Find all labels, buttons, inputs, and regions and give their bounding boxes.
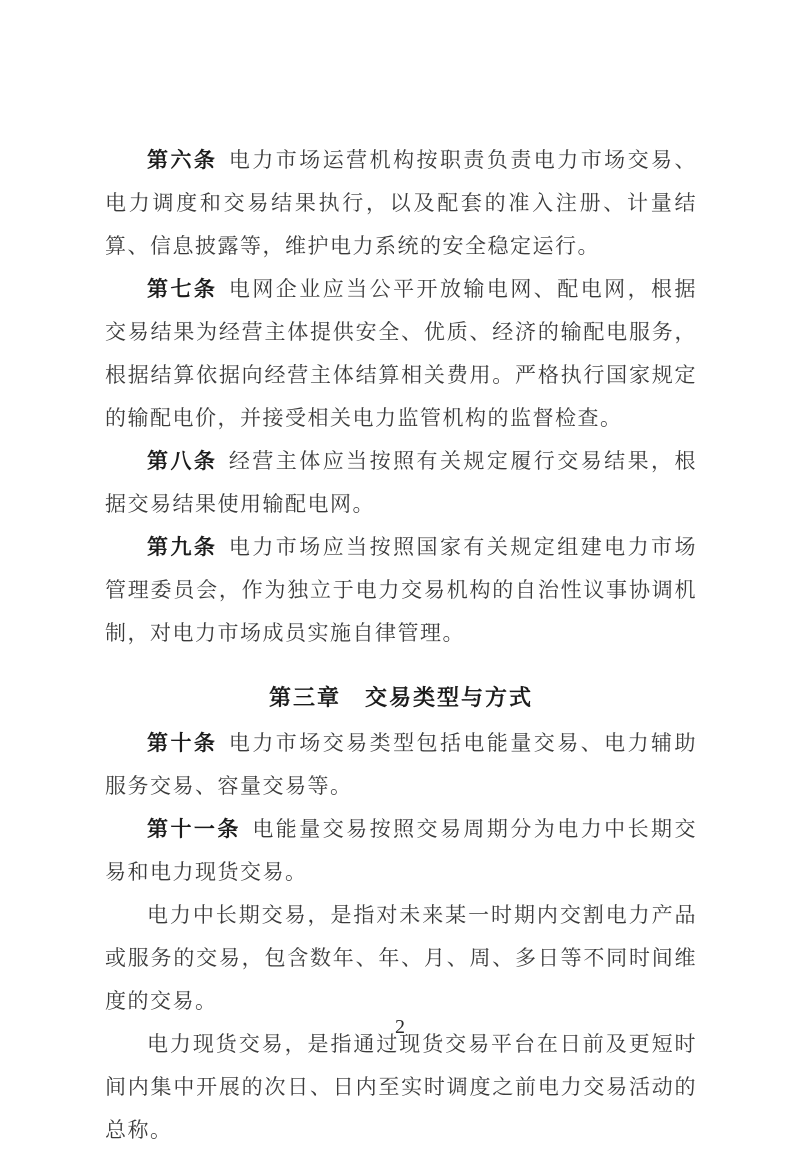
paragraph-text: 电力市场交易类型包括电能量交易、电力辅助服务交易、容量交易等。 [105,731,698,798]
article-label: 第十条 [147,732,218,755]
paragraph-text: 电力现货交易，是指通过现货交易平台在日前及更短时间内集中开展的次日、日内至实时调度之前电力交易活动的总称。 [105,1032,697,1142]
page-number: 2 [395,1016,405,1038]
article-label: 第六条 [147,149,218,172]
paragraph-text: 电能量交易按照交易周期分为电力中长期交易和电力现货交易。 [105,817,698,884]
document-body [105,139,697,1152]
article-paragraph [105,808,697,894]
body-paragraph [105,894,697,1023]
article-paragraph [105,268,697,440]
paragraph-text: 电网企业应当公平开放输电网、配电网，根据交易结果为经营主体提供安全、优质、经济的输配电服务，根据结算依据向经营主体结算相关费用。严格执行国家规定的输配电价，并接受相关电力监管机构的监督检查。 [105,277,698,430]
article-paragraph [105,526,697,655]
chapter-heading: 第三章 交易类型与方式 [268,685,533,710]
article-paragraph [105,139,697,268]
article-label: 第九条 [147,536,218,559]
article-paragraph [105,440,697,526]
article-paragraph [105,722,697,808]
article-label: 第十一条 [147,818,241,841]
body-paragraph [105,1023,697,1152]
article-label: 第八条 [147,450,218,473]
paragraph-text: 电力中长期交易，是指对未来某一时期内交割电力产品或服务的交易，包含数年、年、月、周、多日等不同时间维度的交易。 [105,903,697,1013]
paragraph-text: 经营主体应当按照有关规定履行交易结果，根据交易结果使用输配电网。 [105,449,698,516]
paragraph-text: 电力市场运营机构按职责负责电力市场交易、电力调度和交易结果执行，以及配套的准入注册、计量结算、信息披露等，维护电力系统的安全稳定运行。 [105,148,698,258]
paragraph-text: 电力市场应当按照国家有关规定组建电力市场管理委员会，作为独立于电力交易机构的自治性议事协调机制，对电力市场成员实施自律管理。 [105,535,698,645]
article-label: 第七条 [147,278,218,301]
